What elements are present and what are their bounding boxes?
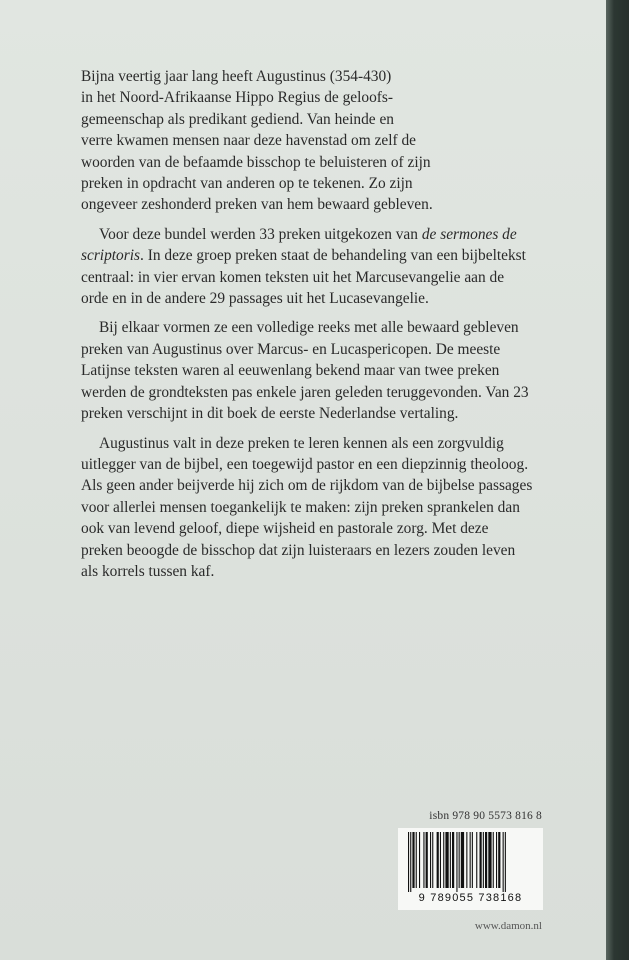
barcode-bar bbox=[503, 832, 504, 892]
p2-rest: . In deze groep preken staat de behandeling van een bijbeltekst centraal: in vier ervan komen teksten uit het Marcusevangelie aan de orde en in de andere 29 passages uit het Lucasevangelie. bbox=[81, 247, 526, 308]
barcode bbox=[398, 828, 543, 910]
paragraph-2 bbox=[81, 224, 533, 310]
barcode-bar bbox=[476, 832, 477, 888]
barcode-bar bbox=[408, 832, 409, 892]
p1-line-1: Bijna veertig jaar lang heeft Augustinus (354-430) bbox=[81, 68, 392, 85]
barcode-bar bbox=[440, 832, 441, 888]
barcode-bar bbox=[419, 832, 420, 888]
barcode-bar bbox=[443, 832, 444, 888]
isbn-number: isbn 978 90 5573 816 8 bbox=[429, 810, 542, 822]
p1-line-2: in het Noord-Afrikaanse Hippo Regius de geloofs- bbox=[81, 89, 394, 107]
barcode-bar bbox=[437, 832, 439, 888]
barcode-bar bbox=[461, 832, 464, 888]
barcode-bar bbox=[452, 832, 454, 888]
barcode-bar bbox=[498, 832, 500, 888]
barcode-bar bbox=[410, 832, 411, 892]
blurb-text bbox=[81, 66, 533, 590]
paragraph-1 bbox=[81, 66, 533, 216]
publisher-url: www.damon.nl bbox=[474, 920, 542, 932]
barcode-bar bbox=[445, 832, 448, 888]
barcode-bar bbox=[423, 832, 424, 888]
barcode-bar bbox=[456, 832, 457, 892]
barcode-bar bbox=[505, 832, 506, 892]
barcode-bar bbox=[416, 832, 417, 888]
p2-intro: Voor deze bundel werden 33 preken uitgekozen van bbox=[99, 225, 418, 243]
barcode-bar bbox=[488, 832, 491, 888]
barcode-bar bbox=[450, 832, 451, 888]
book-spine bbox=[606, 0, 629, 960]
barcode-bar bbox=[426, 832, 428, 888]
p1-line-3: gemeenschap als predikant gediend. Van heinde en bbox=[81, 110, 394, 128]
barcode-bar bbox=[496, 832, 497, 888]
p1-line-6: preken in opdracht van anderen op te tekenen. Zo zijn bbox=[81, 175, 413, 193]
p1-line-4: verre kwamen mensen naar deze havenstad om zelf de bbox=[81, 132, 417, 150]
barcode-bar bbox=[430, 832, 431, 888]
barcode-bar bbox=[480, 832, 482, 888]
p1-line-5: woorden van de befaamde bisschop te beluisteren of zijn bbox=[81, 153, 431, 171]
barcode-bar bbox=[412, 832, 414, 888]
barcode-bar bbox=[470, 832, 471, 888]
paragraph-4: Augustinus valt in deze preken te leren kennen als een zorgvuldig uitlegger van de bijbel, een toegewijd pastor en een diepzinnig theoloog. Als geen ander beijverde hij zich om de rijkdom van de bijbelse passages voor allerlei mensen toegankelijk te maken: zijn preken sprankelen dan ook van levend geloof, diepe wijsheid en pastorale zorg. Met deze preken beoogde de bisschop dat zijn luisteraars en lezers zouden leven als korrels tussen kaf. bbox=[81, 434, 533, 580]
p1-line-7: ongeveer zeshonderd preken van hem bewaard gebleven. bbox=[81, 196, 433, 214]
barcode-bars bbox=[402, 832, 539, 892]
barcode-digits: 9 789055 738168 bbox=[418, 892, 523, 904]
paragraph-3: Bij elkaar vormen ze een volledige reeks met alle bewaard gebleven preken van Augustinus over Marcus- en Lucaspericopen. De meeste Latijnse teksten waren al eeuwenlang bekend maar van twee preken werden de grondteksten pas enkele jaren geleden teruggevonden. Van 23 preken verschijnt in dit boek de eerste Nederlandse vertaling. bbox=[81, 319, 529, 423]
barcode-bar bbox=[466, 832, 467, 888]
barcode-bar bbox=[472, 832, 473, 888]
barcode-bar bbox=[459, 832, 460, 888]
barcode-bar bbox=[483, 832, 484, 888]
barcode-bar bbox=[432, 832, 433, 888]
p2-italic-title: de sermones de scriptoris bbox=[81, 225, 517, 265]
barcode-bar bbox=[485, 832, 487, 888]
barcode-bar bbox=[493, 832, 494, 888]
